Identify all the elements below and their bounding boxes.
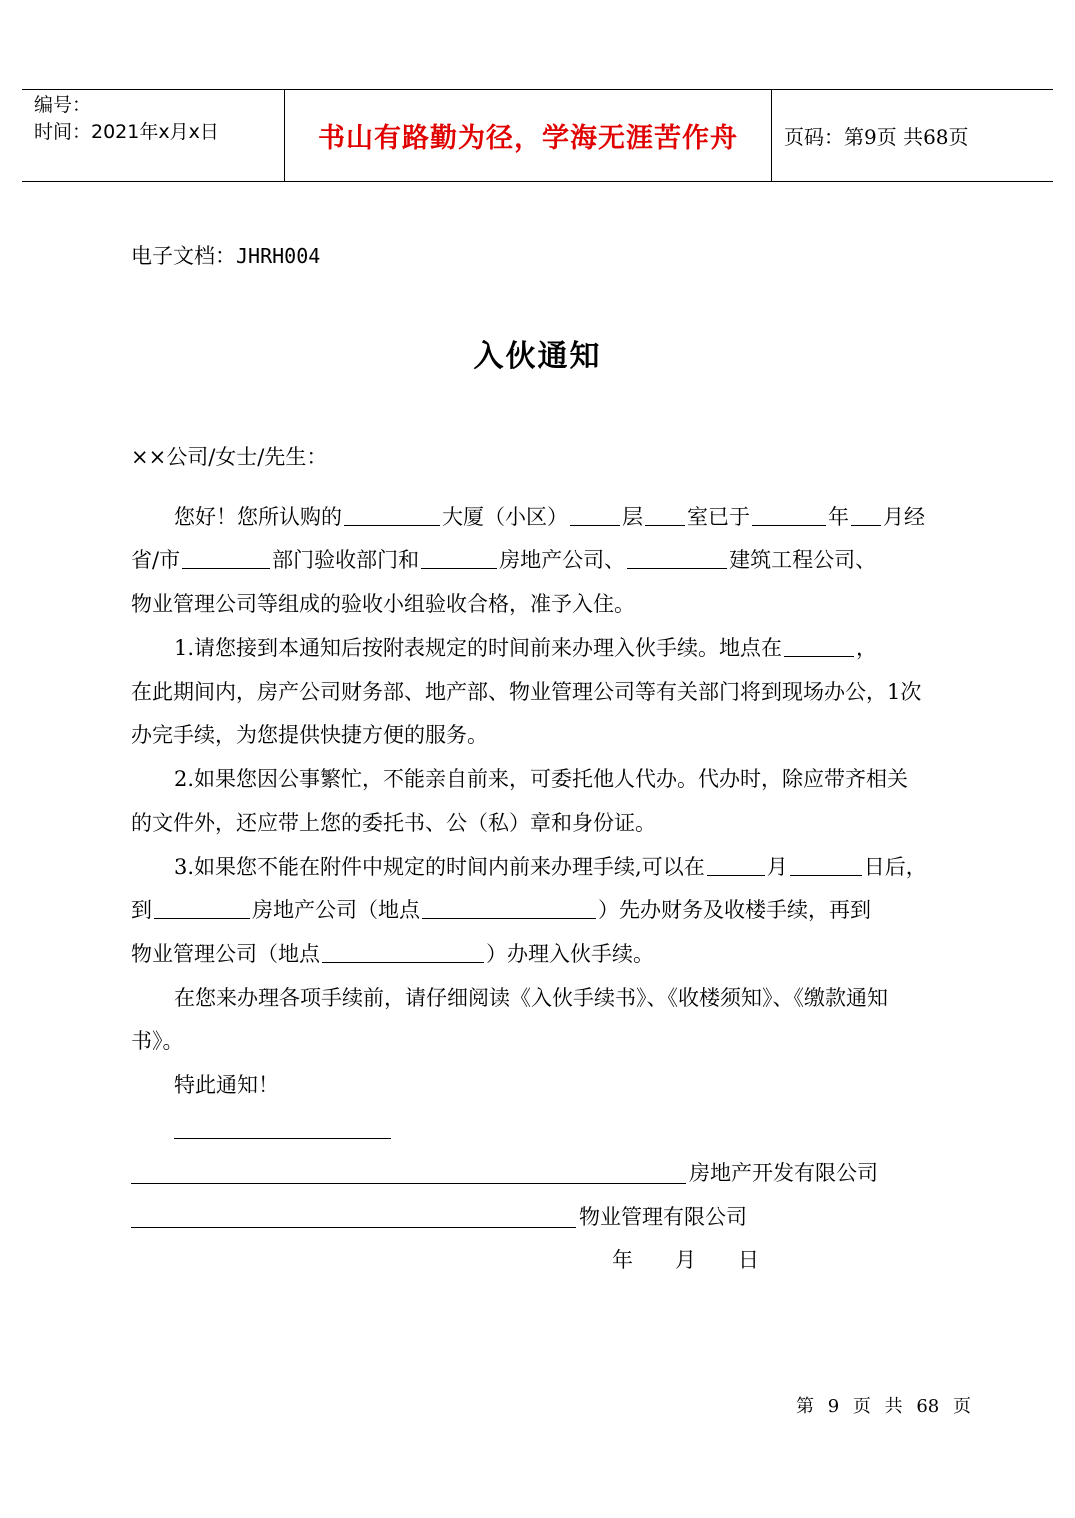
header-motto: 书山有路勤为径，学海无涯苦作舟 xyxy=(285,90,772,181)
blank-company xyxy=(154,896,250,919)
p1-line2 xyxy=(131,545,946,575)
p1-line1 xyxy=(131,502,989,532)
p4-text-b: 月 xyxy=(766,855,788,879)
p1-line3: 物业管理公司等组成的验收小组验收合格，准予入住。 xyxy=(131,592,635,616)
blank-year xyxy=(752,503,826,526)
p1-text-h: 部门验收部门和 xyxy=(272,548,420,572)
p1-text-a: 您好！您所认购的 xyxy=(174,505,342,529)
doc-code xyxy=(131,240,320,270)
p4-text-c: 日后， xyxy=(863,855,927,879)
salutation: ××公司/女士/先生： xyxy=(131,445,328,469)
p1-text-b: 大厦（小区） xyxy=(442,505,568,529)
blank-location xyxy=(784,634,854,657)
blank-city xyxy=(182,546,270,569)
signature-line xyxy=(174,1138,391,1139)
p1-text-e: 年 xyxy=(828,505,849,529)
blank-floor xyxy=(570,503,620,526)
number-label: 编号： xyxy=(34,94,92,116)
sign-developer: 房地产开发有限公司 xyxy=(689,1161,878,1185)
page-header xyxy=(22,89,1053,182)
blank-realestate xyxy=(421,546,497,569)
p1-text-c: 层 xyxy=(622,505,643,529)
property-blank xyxy=(131,1227,576,1228)
doc-code-label: 电子文档： xyxy=(131,244,236,268)
p5-line1: 在您来办理各项手续前，请仔细阅读《入伙手续书》、《收楼须知》、《缴款通知 xyxy=(174,986,888,1010)
blank-room xyxy=(645,503,685,526)
p1-text-f: 月经 xyxy=(883,505,925,529)
page-footer: 第 9 页 共 68 页 xyxy=(796,1396,971,1417)
blank-month xyxy=(851,503,881,526)
developer-blank xyxy=(131,1183,686,1184)
blank-address1 xyxy=(422,896,596,919)
p4-line3 xyxy=(131,939,946,969)
p4-text-g: 物业管理公司（地点 xyxy=(131,942,320,966)
p2-line3: 办完手续，为您提供快捷方便的服务。 xyxy=(131,723,488,747)
p4-text-f: ）先办财务及收楼手续，再到 xyxy=(598,898,871,922)
p1-text-g: 省/市 xyxy=(131,548,181,572)
p4-text-a: 3.如果您不能在附件中规定的时间内前来办理手续,可以在 xyxy=(174,855,705,879)
p4-line1 xyxy=(131,852,989,882)
header-page-label: 页码：第9页 共68页 xyxy=(784,125,969,149)
blank-building xyxy=(344,503,440,526)
p2-line1 xyxy=(131,633,989,663)
blank-construction xyxy=(627,546,727,569)
p4-text-h: ）办理入伙手续。 xyxy=(486,942,654,966)
blank-address2 xyxy=(322,940,484,963)
blank-month2 xyxy=(707,853,765,876)
closing: 特此通知！ xyxy=(174,1073,279,1097)
sign-date: 年 月 日 xyxy=(612,1248,759,1272)
blank-day2 xyxy=(790,853,862,876)
p1-text-j: 建筑工程公司、 xyxy=(729,548,877,572)
p3-line1: 2.如果您因公事繁忙，不能亲自前来，可委托他人代办。代办时，除应带齐相关 xyxy=(174,767,909,791)
p5-line2: 书》。 xyxy=(131,1029,184,1053)
header-info xyxy=(22,90,285,181)
page-title: 入伙通知 xyxy=(473,339,602,374)
p2-text-a: 1.请您接到本通知后按附表规定的时间前来办理入伙手续。地点在 xyxy=(174,636,783,660)
p2-line2: 在此期间内，房产公司财务部、地产部、物业管理公司等有关部门将到现场办公，1次 xyxy=(131,680,922,704)
p3-line2: 的文件外，还应带上您的委托书、公（私）章和身份证。 xyxy=(131,811,656,835)
p4-line2 xyxy=(131,895,946,925)
p1-text-i: 房地产公司、 xyxy=(499,548,626,572)
sign-property: 物业管理有限公司 xyxy=(579,1205,747,1229)
p1-text-d: 室已于 xyxy=(687,505,750,529)
p4-text-d: 到 xyxy=(131,898,152,922)
date-label: 时间：2021年x月x日 xyxy=(34,121,219,143)
p4-text-e: 房地产公司（地点 xyxy=(252,898,420,922)
doc-code-value: JHRH004 xyxy=(236,244,321,268)
p2-text-b: ， xyxy=(856,636,878,660)
